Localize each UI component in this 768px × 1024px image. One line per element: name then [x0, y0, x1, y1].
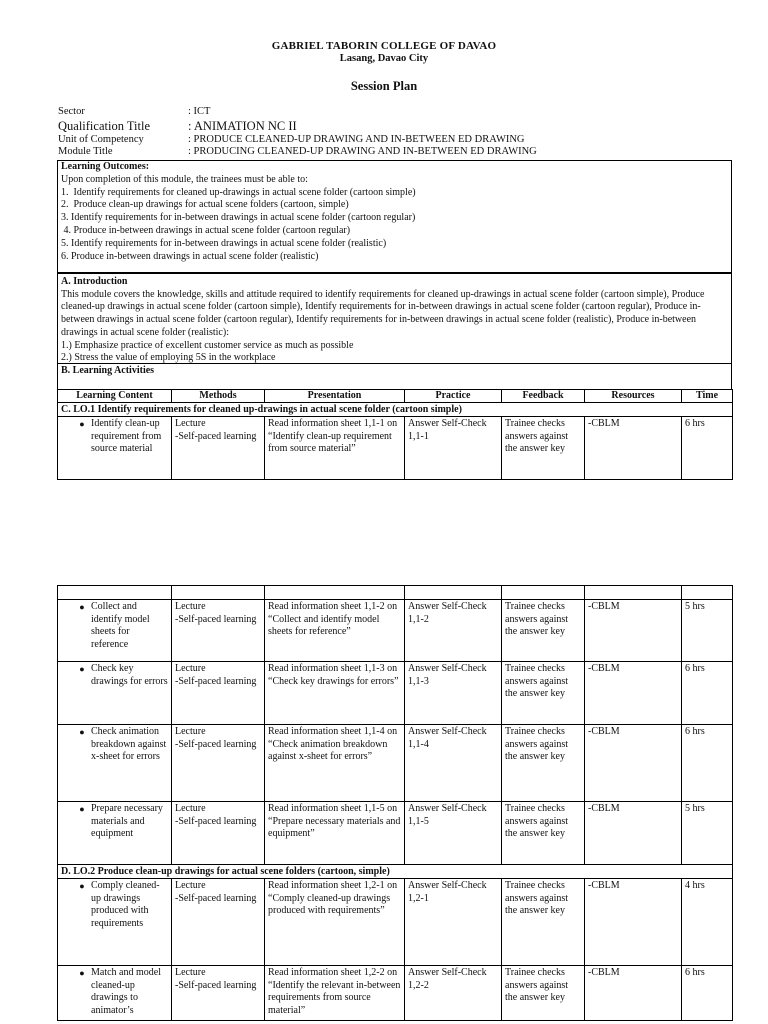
introduction-point: 2.) Stress the value of employing 5S in the workplace: [61, 352, 276, 364]
table-header-row: [58, 390, 733, 403]
presentation-cell: Read information sheet 1,1-3 on “Check key drawings for errors”: [265, 662, 405, 725]
presentation-cell: Read information sheet 1,2-1 on “Comply cleaned-up drawings produced with requirements”: [265, 879, 405, 966]
bullet-icon: ●: [79, 727, 85, 737]
learning-content: [61, 967, 168, 1017]
column-header: Practice: [405, 390, 502, 403]
time-cell: 6 hrs: [682, 966, 733, 1021]
methods-cell: Lecture -Self-paced learning: [172, 725, 265, 802]
introduction-points: [61, 340, 728, 365]
blank-cell: [405, 586, 502, 600]
module-info-value: : ICT: [188, 106, 211, 117]
learning-content-text: Check animation breakdown against x-sheet for errors: [91, 726, 167, 763]
learning-content-text: Identify clean-up requirement from source material: [91, 418, 162, 455]
module-info-label: Module Title: [58, 146, 113, 157]
module-info-row: [58, 134, 718, 147]
table-row: [58, 600, 733, 662]
blank-cell: [265, 586, 405, 600]
feedback-cell: Trainee checks answers against the answer key: [502, 802, 585, 865]
resources-cell: -CBLM: [585, 662, 682, 725]
learning-outcomes-box: [57, 160, 732, 273]
bullet-icon: ●: [79, 419, 85, 429]
bullet-icon: ●: [79, 664, 85, 674]
resources-cell: -CBLM: [585, 802, 682, 865]
methods-cell: Lecture -Self-paced learning: [172, 966, 265, 1021]
learning-activities-title: B. Learning Activities: [61, 365, 155, 376]
column-header: Resources: [585, 390, 682, 403]
learning-content-cell: [58, 417, 172, 480]
resources-cell: -CBLM: [585, 600, 682, 662]
blank-cell: [58, 586, 172, 600]
learning-outcomes-intro: Upon completion of this module, the trainees must be able to:: [61, 173, 308, 185]
practice-cell: Answer Self-Check 1,2-1: [405, 879, 502, 966]
time-cell: 5 hrs: [682, 802, 733, 865]
blank-cell: [682, 586, 733, 600]
methods-cell: Lecture -Self-paced learning: [172, 879, 265, 966]
table-row: [58, 966, 733, 1021]
college-city: Lasang, Davao City: [339, 53, 429, 64]
presentation-cell: Read information sheet 1,2-2 on “Identify the relevant in-between requirements from source material”: [265, 966, 405, 1021]
introduction-body: This module covers the knowledge, skills and attitude required to identify requirements for cleaned up-drawings in actual scene folder (cartoon simple), Produce cleaned-up drawings in actual scene folder (cartoon simple), Identify requirements for in-between drawings in actual scene folder (cartoon regular), Produce in-between drawings in actual scene folder (cartoon regular), Identify requirements for in-between drawings in actual scene folder (realistic), Produce in-between drawings in actual scene folder (realistic):: [61, 288, 705, 338]
section-title: D. LO.2 Produce clean-up drawings for actual scene folders (cartoon, simple): [58, 865, 733, 879]
learning-outcomes-list: [61, 187, 728, 264]
learning-content: [61, 663, 168, 688]
module-info: [58, 106, 718, 159]
column-header: Feedback: [502, 390, 585, 403]
learning-outcome-item: 4. Produce in-between drawings in actual scene folder (cartoon regular): [61, 224, 351, 236]
methods-cell: Lecture -Self-paced learning: [172, 600, 265, 662]
module-info-label: Qualification Title: [58, 118, 151, 133]
module-info-value: : PRODUCING CLEANED-UP DRAWING AND IN-BETWEEN ED DRAWING: [188, 146, 537, 157]
learning-content-text: Match and model cleaned-up drawings to animator’s: [91, 967, 161, 1016]
feedback-cell: Trainee checks answers against the answer key: [502, 600, 585, 662]
time-cell: 6 hrs: [682, 662, 733, 725]
resources-cell: -CBLM: [585, 725, 682, 802]
learning-content-text: Collect and identify model sheets for reference: [91, 601, 150, 650]
resources-cell: -CBLM: [585, 417, 682, 480]
page-title: Session Plan: [350, 79, 418, 93]
feedback-cell: Trainee checks answers against the answer key: [502, 966, 585, 1021]
learning-content-cell: [58, 802, 172, 865]
section-row: [58, 403, 733, 417]
learning-activities-box: [57, 363, 732, 390]
module-info-value: : PRODUCE CLEANED-UP DRAWING AND IN-BETWEEN ED DRAWING: [188, 133, 525, 145]
activities-table-1: [57, 389, 733, 480]
learning-outcome-item: 5. Identify requirements for in-between drawings in actual scene folder (realistic): [61, 237, 387, 249]
practice-cell: Answer Self-Check 1,1-4: [405, 725, 502, 802]
learning-outcome-item: 6. Produce in-between drawings in actual scene folder (realistic): [61, 250, 319, 262]
practice-cell: Answer Self-Check 1,1-5: [405, 802, 502, 865]
module-info-value: : ANIMATION NC II: [188, 118, 297, 133]
learning-content-cell: [58, 662, 172, 725]
time-cell: 4 hrs: [682, 879, 733, 966]
learning-outcome-item: 3. Identify requirements for in-between drawings in actual scene folder (cartoon regular): [61, 212, 416, 224]
learning-content-text: Check key drawings for errors: [91, 663, 168, 687]
module-info-row: [58, 106, 718, 119]
resources-cell: -CBLM: [585, 879, 682, 966]
learning-outcomes-title: Learning Outcomes:: [61, 161, 150, 172]
learning-content: [61, 880, 168, 930]
blank-cell: [585, 586, 682, 600]
module-info-label: Unit of Competency: [58, 133, 144, 145]
section-row: [58, 865, 733, 879]
module-info-label: Sector: [58, 106, 85, 117]
column-header: Presentation: [265, 390, 405, 403]
learning-outcome-item: 2. Produce clean-up drawings for actual scene folders (cartoon, simple): [61, 199, 349, 211]
methods-cell: Lecture -Self-paced learning: [172, 662, 265, 725]
learning-outcome-item: 1. Identify requirements for cleaned up-drawings in actual scene folder (cartoon simple): [61, 186, 416, 198]
learning-content-cell: [58, 725, 172, 802]
feedback-cell: Trainee checks answers against the answer key: [502, 417, 585, 480]
college-name: GABRIEL TABORIN COLLEGE OF DAVAO: [271, 40, 497, 52]
resources-cell: -CBLM: [585, 966, 682, 1021]
module-info-row: [58, 119, 718, 134]
learning-content: [61, 418, 168, 456]
section-title: C. LO.1 Identify requirements for cleaned up-drawings in actual scene folder (cartoon simple): [58, 403, 733, 417]
methods-cell: Lecture -Self-paced learning: [172, 417, 265, 480]
table-row: [58, 879, 733, 966]
presentation-cell: Read information sheet 1,1-1 on “Identify clean-up requirement from source material”: [265, 417, 405, 480]
methods-cell: Lecture -Self-paced learning: [172, 802, 265, 865]
bullet-icon: ●: [79, 804, 85, 814]
learning-content-cell: [58, 879, 172, 966]
bullet-icon: ●: [79, 968, 85, 978]
time-cell: 6 hrs: [682, 417, 733, 480]
feedback-cell: Trainee checks answers against the answer key: [502, 725, 585, 802]
table-row: [58, 417, 733, 480]
time-cell: 5 hrs: [682, 600, 733, 662]
practice-cell: Answer Self-Check 1,1-3: [405, 662, 502, 725]
presentation-cell: Read information sheet 1,1-2 on “Collect and identify model sheets for reference”: [265, 600, 405, 662]
activities-table-2: [57, 585, 733, 1021]
introduction-title: A. Introduction: [61, 276, 128, 287]
learning-content-cell: [58, 966, 172, 1021]
feedback-cell: Trainee checks answers against the answer key: [502, 879, 585, 966]
practice-cell: Answer Self-Check 1,1-2: [405, 600, 502, 662]
table-row: [58, 802, 733, 865]
bullet-icon: ●: [79, 602, 85, 612]
column-header: Time: [682, 390, 733, 403]
learning-content-cell: [58, 600, 172, 662]
time-cell: 6 hrs: [682, 725, 733, 802]
column-header: Methods: [172, 390, 265, 403]
bullet-icon: ●: [79, 881, 85, 891]
learning-content-text: Comply cleaned-up drawings produced with requirements: [91, 880, 160, 929]
practice-cell: Answer Self-Check 1,2-2: [405, 966, 502, 1021]
blank-row: [58, 586, 733, 600]
table-row: [58, 725, 733, 802]
feedback-cell: Trainee checks answers against the answer key: [502, 662, 585, 725]
learning-content-text: Prepare necessary materials and equipment: [91, 803, 163, 840]
practice-cell: Answer Self-Check 1,1-1: [405, 417, 502, 480]
presentation-cell: Read information sheet 1,1-5 on “Prepare necessary materials and equipment”: [265, 802, 405, 865]
presentation-cell: Read information sheet 1,1-4 on “Check animation breakdown against x-sheet for errors”: [265, 725, 405, 802]
module-info-row: [58, 146, 718, 159]
column-header: Learning Content: [58, 390, 172, 403]
introduction-box: [57, 273, 732, 364]
blank-cell: [172, 586, 265, 600]
blank-cell: [502, 586, 585, 600]
learning-content: [61, 726, 168, 764]
learning-content: [61, 601, 168, 651]
learning-content: [61, 803, 168, 841]
introduction-point: 1.) Emphasize practice of excellent customer service as much as possible: [61, 339, 354, 351]
table-row: [58, 662, 733, 725]
